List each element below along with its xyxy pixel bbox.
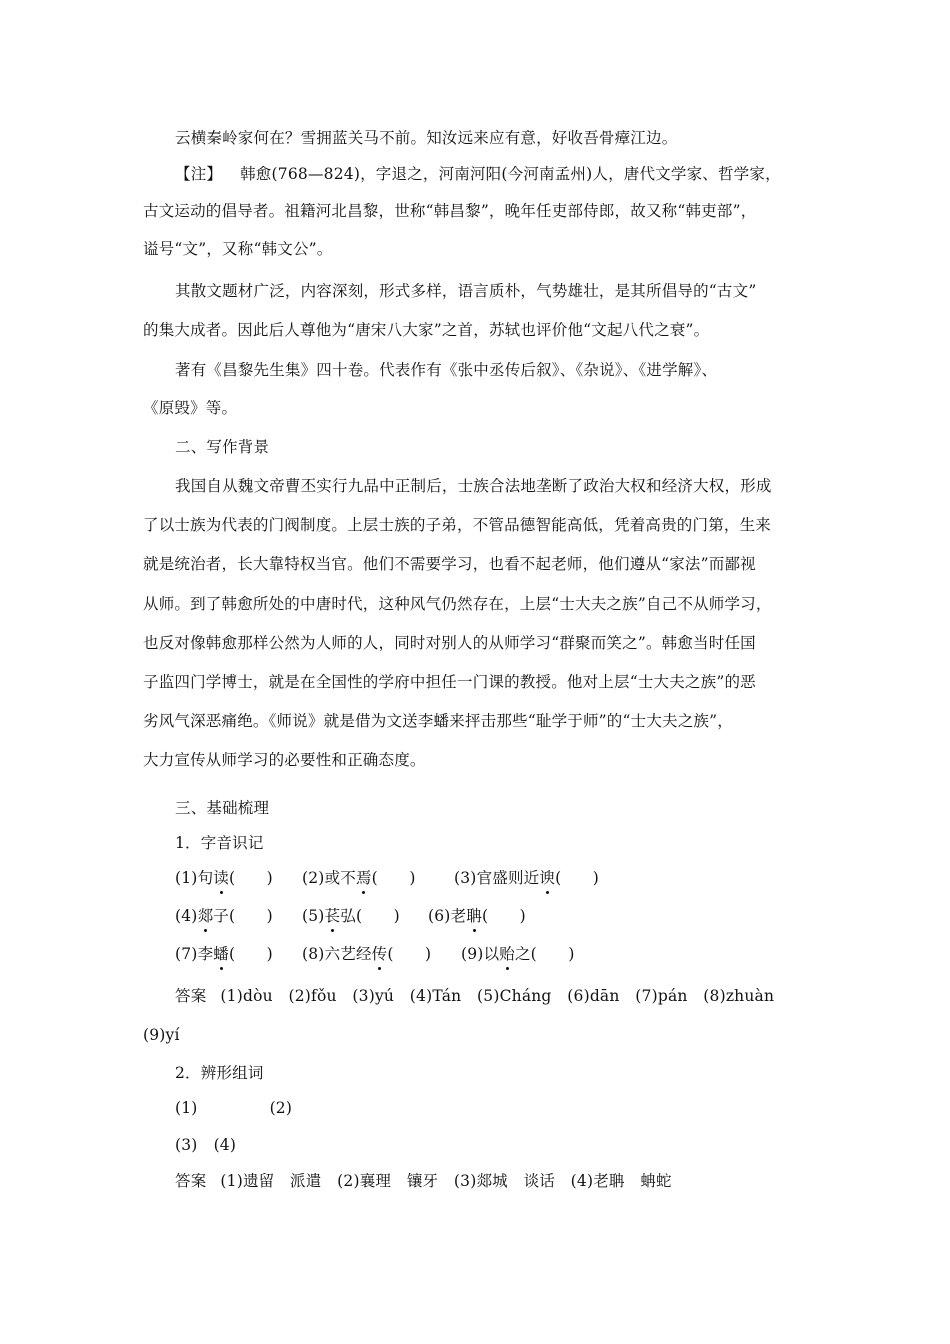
section-heading-basics: 三、基础梳理 — [175, 799, 270, 817]
note-paragraph-2-line-1: 其散文题材广泛，内容深刻，形式多样，语言质朴，气势雄壮，是其所倡导的“古文” — [175, 282, 757, 300]
pronunciation-item-5: (5)苌弘( ) — [302, 904, 400, 928]
background-line-8: 大力宣传从师学习的必要性和正确态度。 — [143, 751, 426, 769]
answer-1-line-1 — [175, 984, 774, 1008]
note-paragraph-3-line-1: 著有《昌黎先生集》四十卷。代表作有《张中丞传后叙》、《杂说》、《进学解》、 — [175, 361, 718, 379]
answer-2-line — [175, 1169, 672, 1193]
dotted-char: 贻 — [499, 942, 515, 966]
section-heading-background: 二、写作背景 — [175, 438, 270, 456]
dotted-char: 苌 — [325, 904, 341, 928]
pronunciation-item-1: (1)句读( ) — [175, 866, 273, 890]
dotted-char: 读 — [213, 866, 229, 890]
answer-1-text: (1)dòu (2)fǒu (3)yú (4)Tán (5)Cháng (6)dān (7)pán (8)zhuàn — [220, 987, 775, 1005]
answer-label: 答案 — [175, 987, 207, 1005]
dotted-char: 郯 — [198, 904, 214, 928]
pronunciation-item-6: (6)老聃( ) — [428, 904, 526, 928]
dotted-char: 焉 — [356, 866, 372, 890]
pronunciation-item-8: (8)六艺经传( ) — [302, 942, 431, 966]
question-2-row-2: (3) (4) — [175, 1136, 237, 1154]
question-2-title: 2．辨形组词 — [175, 1064, 264, 1082]
pronunciation-item-9: (9)以贻之( ) — [461, 942, 575, 966]
background-line-1: 我国自从魏文帝曹丕实行九品中正制后，士族合法地垄断了政治大权和经济大权，形成 — [175, 477, 772, 495]
answer-1-line-2: (9)yí — [143, 1026, 180, 1044]
background-line-4: 从师。到了韩愈所处的中唐时代，这种风气仍然存在，上层“士大夫之族”自己不从师学习， — [143, 595, 772, 613]
background-line-7: 劣风气深恶痛绝。《师说》就是借为文送李蟠来抨击那些“耻学于师”的“士大夫之族”， — [143, 712, 733, 730]
question-2-row-1: (1) (2) — [175, 1099, 293, 1117]
note-line-3: 谥号“文”，又称“韩文公”。 — [143, 240, 333, 258]
pronunciation-item-4: (4)郯子( ) — [175, 904, 273, 928]
background-line-3: 就是统治者，长大靠特权当官。他们不需要学习，也看不起老师，他们遵从“家法”而鄙视 — [143, 555, 756, 573]
note-tag: 【注】 — [175, 165, 223, 183]
dotted-char: 谀 — [539, 866, 555, 890]
pronunciation-item-2: (2)或不焉( ) — [302, 866, 416, 890]
poem-line: 云横秦岭家何在？雪拥蓝关马不前。知汝远来应有意，好收吾骨瘴江边。 — [175, 129, 678, 147]
note-line-1 — [175, 162, 781, 186]
answer-label: 答案 — [175, 1172, 207, 1190]
pronunciation-item-7: (7)李蟠( ) — [175, 942, 273, 966]
background-line-2: 了以士族为代表的门阀制度。上层士族的子弟，不管品德智能高低，凭着高贵的门第，生来 — [143, 516, 772, 534]
note-paragraph-3-line-2: 《原毁》等。 — [143, 399, 238, 417]
note-text-1: 韩愈(768—824)，字退之，河南河阳(今河南孟州)人，唐代文学家、哲学家， — [240, 165, 781, 183]
dotted-char: 聃 — [466, 904, 482, 928]
answer-2-text: (1)遗留 派遣 (2)襄理 镶牙 (3)郯城 谈话 (4)老聃 蚺蛇 — [220, 1172, 672, 1190]
dotted-char: 传 — [372, 942, 388, 966]
background-line-5: 也反对像韩愈那样公然为人师的人，同时对别人的从师学习“群聚而笑之”。韩愈当时任国 — [143, 634, 756, 652]
background-line-6: 子监四门学博士，就是在全国性的学府中担任一门课的教授。他对上层“士大夫之族”的恶 — [143, 673, 756, 691]
note-paragraph-2-line-2: 的集大成者。因此后人尊他为“唐宋八大家”之首，苏轼也评价他“文起八代之衰”。 — [143, 321, 710, 339]
pronunciation-item-3: (3)官盛则近谀( ) — [454, 866, 599, 890]
dotted-char: 蟠 — [213, 942, 229, 966]
note-line-2: 古文运动的倡导者。祖籍河北昌黎，世称“韩昌黎”，晚年任吏部侍郎，故又称“韩吏部”， — [143, 202, 757, 220]
question-1-title: 1．字音识记 — [175, 834, 264, 852]
